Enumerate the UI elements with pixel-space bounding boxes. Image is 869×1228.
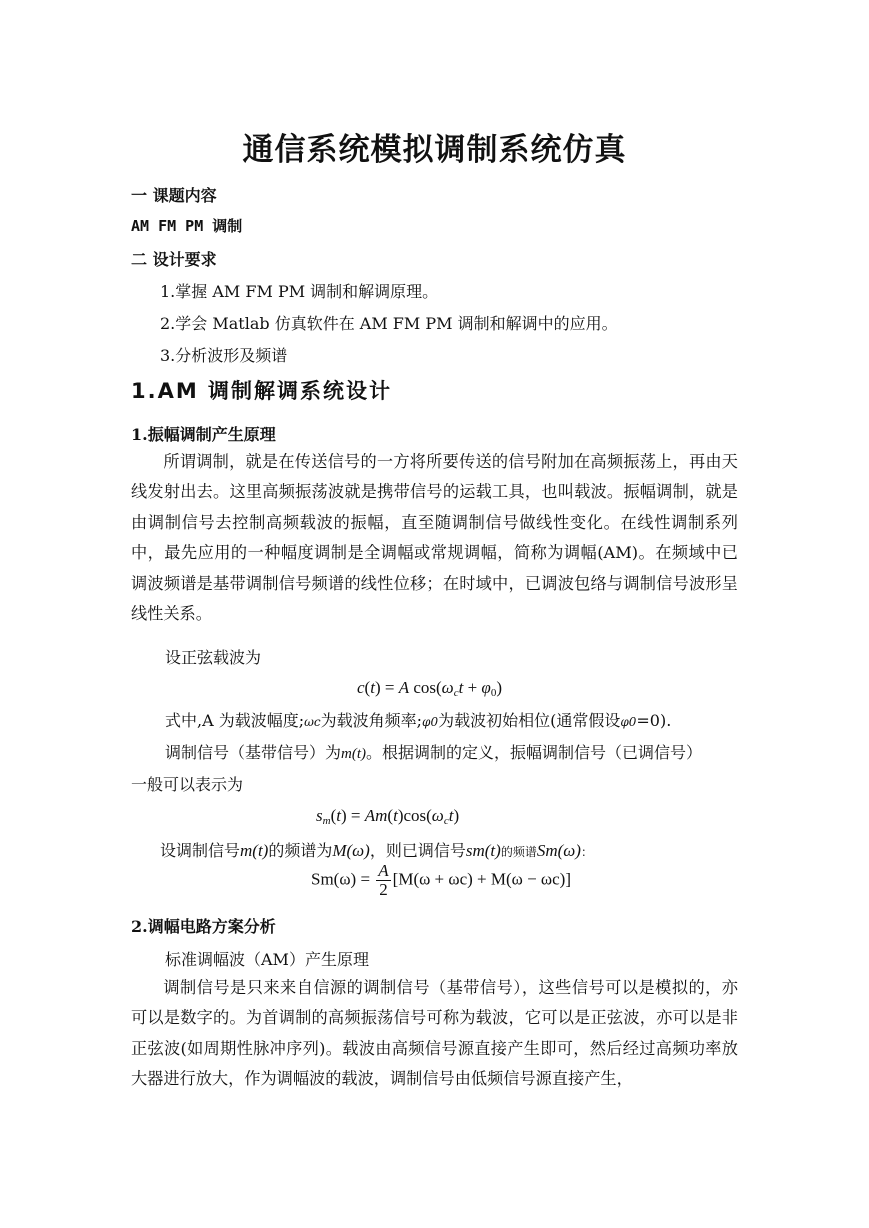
circuit-paragraph: 调制信号是只来来自信源的调制信号（基带信号），这些信号可以是模拟的，亦可以是数字的。为首调制的高频振荡信号可称为载波，它可以是正弦波，亦可以是非正弦波(如周期性脉冲序列)。载波由高频信号源直接产生即可，然后经过高频功率放大器进行放大，作为调幅波的载波，调制信号由低频信号源直接产生， bbox=[131, 978, 738, 1089]
section-heading-topic: 一 课题内容 bbox=[131, 186, 217, 205]
document-title: 通信系统模拟调制系统仿真 bbox=[242, 132, 627, 168]
carrier-equation: c(t) = A $\cos(\omega_ct + \varphi_0)$ bbox=[357, 678, 502, 699]
mod-text-a: 调制信号（基带信号）为 bbox=[165, 743, 342, 762]
def-text-a: 式中,A 为载波幅度; bbox=[165, 711, 305, 730]
topic-content: AM FM PM 调制 bbox=[131, 217, 243, 235]
spectrum-eq-lhs: Sm(ω) = bbox=[311, 869, 371, 889]
parameter-definitions bbox=[165, 708, 671, 731]
spectrum-eq-fraction bbox=[376, 862, 390, 899]
subsection-heading-circuit: 2.调幅电路方案分析 bbox=[131, 917, 276, 936]
standard-am-label: 标准调幅波（AM）产生原理 bbox=[165, 950, 369, 969]
spec-m-symbol: m(t) bbox=[240, 841, 269, 860]
spectrum-eq-rhs: [M(ω + ωc) + M(ω − ωc)] bbox=[392, 869, 571, 889]
section-heading-requirements: 二 设计要求 bbox=[131, 250, 217, 269]
phi-0-symbol-2: φ0 bbox=[620, 715, 637, 729]
fraction-denominator: 2 bbox=[379, 880, 388, 899]
phi-0-symbol: φ0 bbox=[422, 715, 439, 729]
def-text-c: 为载波初始相位(通常假设 bbox=[438, 711, 621, 730]
spec-text-d: 的频谱 bbox=[500, 845, 537, 859]
modulating-signal-line bbox=[165, 740, 702, 763]
principle-paragraph: 所谓调制，就是在传送信号的一方将所要传送的信号附加在高频振荡上，再由天线发射出去。这里高频振荡波就是携带信号的运载工具，也叫载波。振幅调制，就是由调制信号去控制高频载波的振幅，直至随调制信号做线性变化。在线性调制系列中，最先应用的一种幅度调制是全调幅或常规调幅，简称为调幅(AM)。在频域中已调波频谱是基带调制信号频谱的线性位移；在时域中，已调波包络与调制信号波形呈线性关系。 bbox=[131, 452, 738, 624]
am-signal-equation: $s_m(t) = Am(t)\cos(\omega_ct)$ bbox=[316, 806, 460, 827]
modulating-signal-line-2: 一般可以表示为 bbox=[131, 775, 244, 794]
requirement-item-1: 1.掌握 AM FM PM 调制和解调原理。 bbox=[160, 282, 439, 301]
omega-c-symbol: ωc bbox=[304, 715, 321, 729]
spec-text-a: 设调制信号 bbox=[160, 841, 241, 860]
requirement-item-2: 2.学会 Matlab 仿真软件在 AM FM PM 调制和解调中的应用。 bbox=[160, 314, 618, 333]
spectrum-line bbox=[160, 838, 593, 861]
spec-sm-symbol: sm(t) bbox=[465, 841, 501, 860]
chapter-heading: 1.AM 调制解调系统设计 bbox=[131, 379, 393, 403]
m-t-symbol: m(t) bbox=[341, 746, 367, 762]
spec-text-c: ，则已调信号 bbox=[369, 841, 466, 860]
spec-text-b: 的频谱为 bbox=[268, 841, 333, 860]
spec-text-e: ： bbox=[580, 845, 593, 859]
spec-Sm-symbol: Sm(ω) bbox=[536, 841, 581, 860]
requirement-item-3: 3.分析波形及频谱 bbox=[160, 346, 288, 365]
def-text-d: =0). bbox=[636, 711, 672, 730]
fraction-numerator: A bbox=[378, 861, 389, 880]
spectrum-equation bbox=[311, 862, 571, 899]
def-text-b: 为载波角频率; bbox=[320, 711, 423, 730]
mod-text-b: 。根据调制的定义，振幅调制信号（已调信号） bbox=[366, 743, 703, 762]
subsection-heading-principle: 1.振幅调制产生原理 bbox=[131, 425, 276, 444]
carrier-intro: 设正弦载波为 bbox=[165, 648, 262, 667]
spec-M-symbol: M(ω) bbox=[332, 841, 370, 860]
